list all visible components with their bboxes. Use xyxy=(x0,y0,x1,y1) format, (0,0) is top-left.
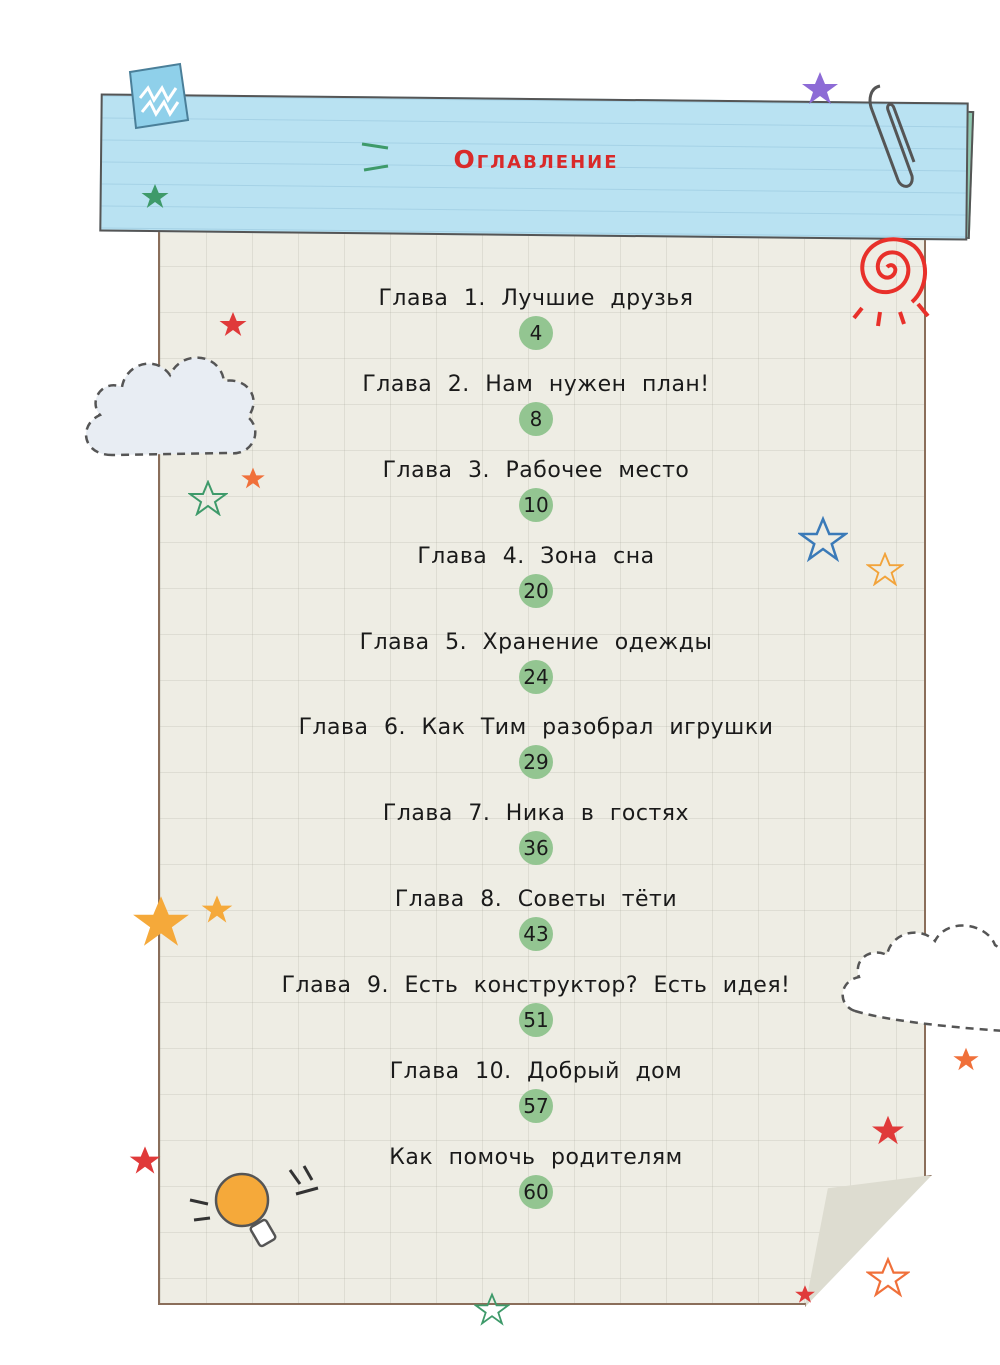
page-number-badge: 10 xyxy=(519,488,553,522)
toc-item[interactable] xyxy=(158,540,914,626)
page-number-badge: 60 xyxy=(519,1175,553,1209)
page-number-badge: 36 xyxy=(519,831,553,865)
toc-item[interactable] xyxy=(158,1141,914,1227)
toc-item[interactable] xyxy=(158,368,914,454)
chapter-title: Как помочь родителям xyxy=(389,1144,683,1170)
toc-item[interactable] xyxy=(158,454,914,540)
page-number-badge: 24 xyxy=(519,660,553,694)
page-title: Оглавление xyxy=(453,145,619,174)
page-number-badge: 43 xyxy=(519,917,553,951)
chapter-title: Глава 4. Зона сна xyxy=(417,543,655,569)
chapter-title: Глава 10. Добрый дом xyxy=(389,1059,683,1085)
star-icon xyxy=(866,1256,910,1298)
chapter-title: Глава 7. Ника в гостях xyxy=(382,801,690,827)
star-icon xyxy=(800,70,840,106)
chapter-title: Глава 9. Есть конструктор? Есть идея! xyxy=(281,973,791,999)
chapter-title: Глава 2. Нам нужен план! xyxy=(362,371,710,397)
toc-item[interactable] xyxy=(158,969,914,1055)
toc-item[interactable] xyxy=(158,797,914,883)
chapter-title: Глава 8. Советы тёти xyxy=(394,887,678,913)
toc-item[interactable] xyxy=(158,711,914,797)
tape-icon xyxy=(118,58,198,138)
toc-item[interactable] xyxy=(158,282,914,368)
page-number-badge: 57 xyxy=(519,1089,553,1123)
page-number-badge: 51 xyxy=(519,1003,553,1037)
page-number-badge: 29 xyxy=(519,745,553,779)
toc-item[interactable] xyxy=(158,883,914,969)
page-number-badge: 20 xyxy=(519,574,553,608)
chapter-title: Глава 3. Рабочее место xyxy=(382,457,690,483)
chapter-title: Глава 1. Лучшие друзья xyxy=(378,286,694,311)
dash-marks-icon xyxy=(358,138,394,178)
star-icon xyxy=(794,1284,816,1304)
star-icon xyxy=(140,182,170,210)
star-icon xyxy=(128,1144,162,1176)
paperclip-icon xyxy=(862,76,922,196)
page-number-badge: 4 xyxy=(519,316,553,350)
toc-item[interactable] xyxy=(158,626,914,712)
toc-item[interactable] xyxy=(158,1055,914,1141)
page-number-badge: 8 xyxy=(519,402,553,436)
chapter-title: Глава 5. Хранение одежды xyxy=(359,629,713,655)
star-icon xyxy=(474,1292,510,1326)
chapter-title: Глава 6. Как Тим разобрал игрушки xyxy=(298,715,774,741)
star-icon xyxy=(952,1046,980,1072)
toc-list xyxy=(158,282,914,1227)
